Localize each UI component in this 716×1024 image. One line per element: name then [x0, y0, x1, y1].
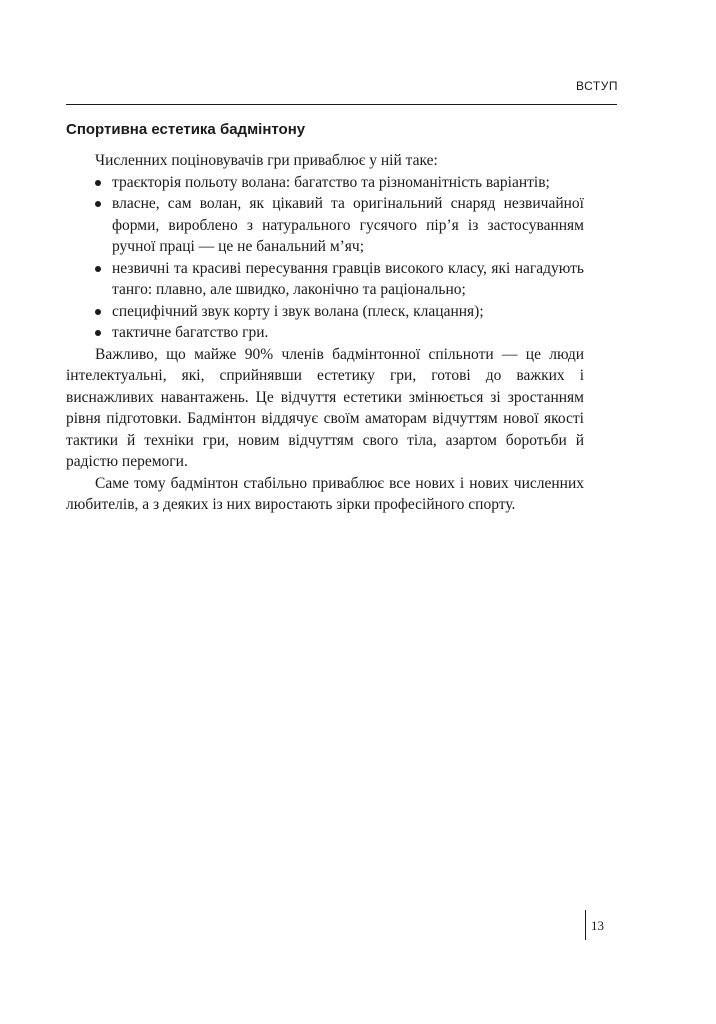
bullet-item	[66, 193, 584, 258]
bullet-text: специфічний звук корту і звук волана (плеск, клацання);	[112, 302, 484, 320]
bullet-icon	[95, 266, 101, 272]
bullet-icon	[95, 180, 101, 186]
bullet-icon	[95, 309, 101, 315]
bullet-item	[66, 301, 584, 323]
bullet-item	[66, 322, 584, 344]
running-head: ВСТУП	[576, 79, 618, 93]
bullet-text: незвичні та красиві пересування гравців високого класу, які нагадують танго: плавно, але швидко, лаконічно та раціонально;	[112, 259, 584, 298]
page-number: 13	[591, 918, 604, 933]
bullet-list	[66, 172, 584, 344]
bullet-text: власне, сам волан, як цікавий та оригінальний снаряд незвичайної форми, вироблено з натурального гусячого пір’я із застосуванням ручної праці — це не банальний м’яч;	[112, 195, 584, 255]
bullet-text: тактичне багатство гри.	[112, 324, 269, 341]
section-title: Спортивна естетика бадмінтону	[66, 121, 306, 138]
body-paragraph: Саме тому бадмінтон стабільно приваблює все нових і нових численних любителів, а з деяких із них виростають зірки професійного спорту.	[66, 474, 584, 513]
section-body	[66, 150, 584, 516]
bullet-item	[66, 172, 584, 194]
bullet-icon	[95, 330, 101, 336]
body-paragraph: Важливо, що майже 90% членів бадмінтонної спільноти — це люди інтелектуальні, які, сприйнявши естетику гри, готові до важких і виснажливих навантажень. Це відчуття естетики змінюється зі зростанням рівня підготовки. Бадмінтон віддячує своїм аматорам відчуттям нової якості тактики й техніки гри, новим відчуттям свого тіла, азартом боротьби й радістю перемоги.	[66, 345, 584, 470]
intro-paragraph: Численних поціновувачів гри приваблює у ній таке:	[95, 152, 438, 169]
bullet-item	[66, 258, 584, 301]
header-rule	[66, 104, 617, 105]
bullet-icon	[95, 201, 101, 207]
bullet-text: траєкторія польоту волана: багатство та різноманітність варіантів;	[112, 173, 550, 191]
page-number-rule	[585, 910, 586, 940]
